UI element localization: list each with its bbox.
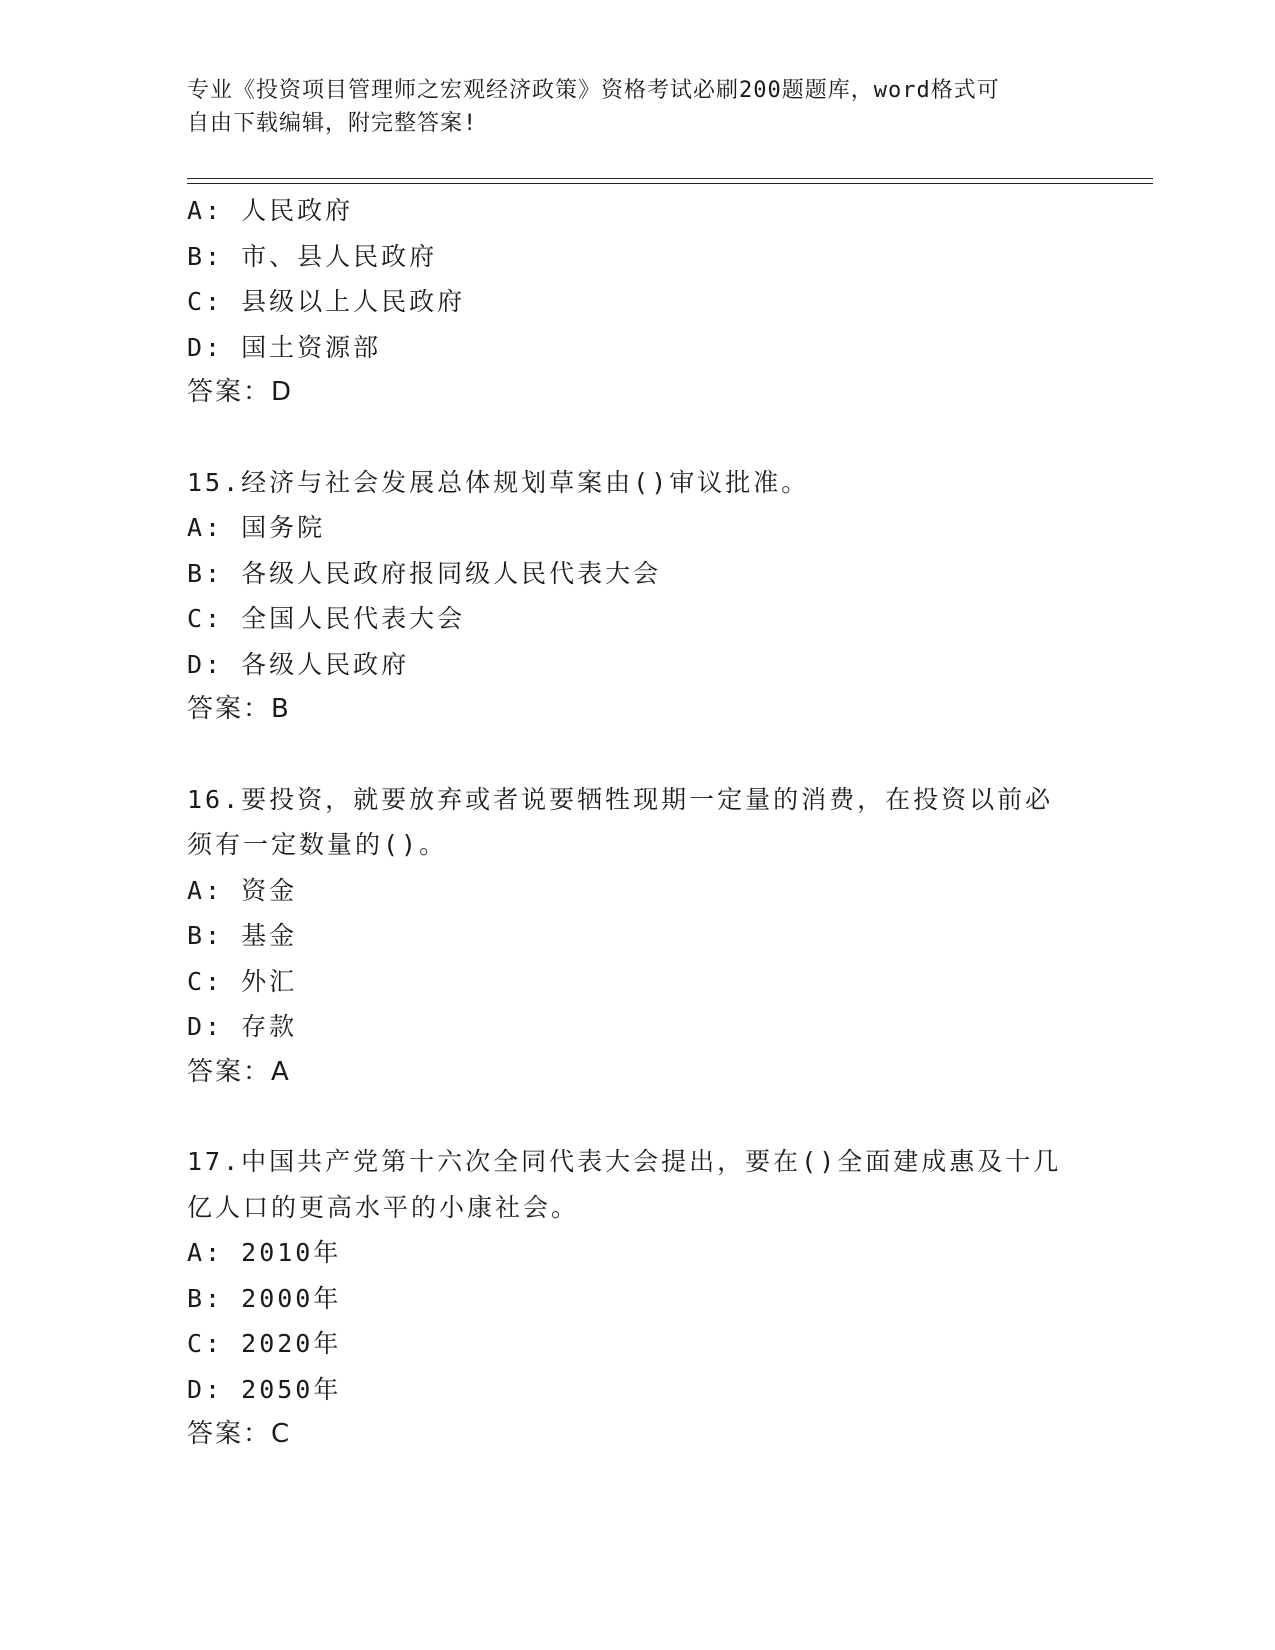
option-a: A: 资金 <box>187 875 298 905</box>
option-b: B: 市、县人民政府 <box>187 241 438 271</box>
option-c: C: 县级以上人民政府 <box>187 287 466 316</box>
question-15 <box>187 460 1087 733</box>
option-d: D: 2050年 <box>187 1374 342 1404</box>
option-a: A: 人民政府 <box>187 196 354 225</box>
option-d: D: 存款 <box>187 1012 298 1041</box>
answer: 答案：B <box>187 694 291 724</box>
option-b: B: 各级人民政府报同级人民代表大会 <box>187 558 662 588</box>
option-b: B: 基金 <box>187 921 298 950</box>
question-list <box>187 188 1087 1458</box>
answer: 答案：D <box>187 377 294 407</box>
option-a: A: 国务院 <box>187 513 326 542</box>
option-d: D: 国土资源部 <box>187 332 382 362</box>
question-text-line-2: 须有一定数量的()。 <box>187 830 448 859</box>
question-16 <box>187 777 1087 1096</box>
option-c: C: 全国人民代表大会 <box>187 604 466 633</box>
document-header <box>187 74 1077 140</box>
option-b: B: 2000年 <box>187 1283 342 1313</box>
spacer <box>187 733 1087 777</box>
option-a: A: 2010年 <box>187 1238 342 1267</box>
option-d: D: 各级人民政府 <box>187 649 410 679</box>
option-c: C: 2020年 <box>187 1329 342 1358</box>
option-c: C: 外汇 <box>187 966 298 996</box>
question-text-line-2: 亿人口的更高水平的小康社会。 <box>187 1192 580 1222</box>
question-text-line-1: 16.要投资，就要放弃或者说要牺牲现期一定量的消费，在投资以前必 <box>187 784 1054 814</box>
question-17 <box>187 1139 1087 1458</box>
header-divider-bottom <box>187 183 1153 184</box>
header-divider-top <box>187 178 1153 179</box>
spacer <box>187 416 1087 460</box>
question-14 <box>187 188 1087 416</box>
question-text: 15.经济与社会发展总体规划草案由()审议批准。 <box>187 467 810 497</box>
header-title-line-1: 专业《投资项目管理师之宏观经济政策》资格考试必刷200题题库，word格式可 <box>187 78 1000 103</box>
question-text-line-1: 17.中国共产党第十六次全同代表大会提出，要在()全面建成惠及十几 <box>187 1147 1062 1176</box>
answer: 答案：C <box>187 1419 292 1449</box>
answer: 答案：A <box>187 1056 291 1087</box>
header-title-line-2: 自由下载编辑，附完整答案! <box>187 111 478 136</box>
spacer <box>187 1095 1087 1139</box>
